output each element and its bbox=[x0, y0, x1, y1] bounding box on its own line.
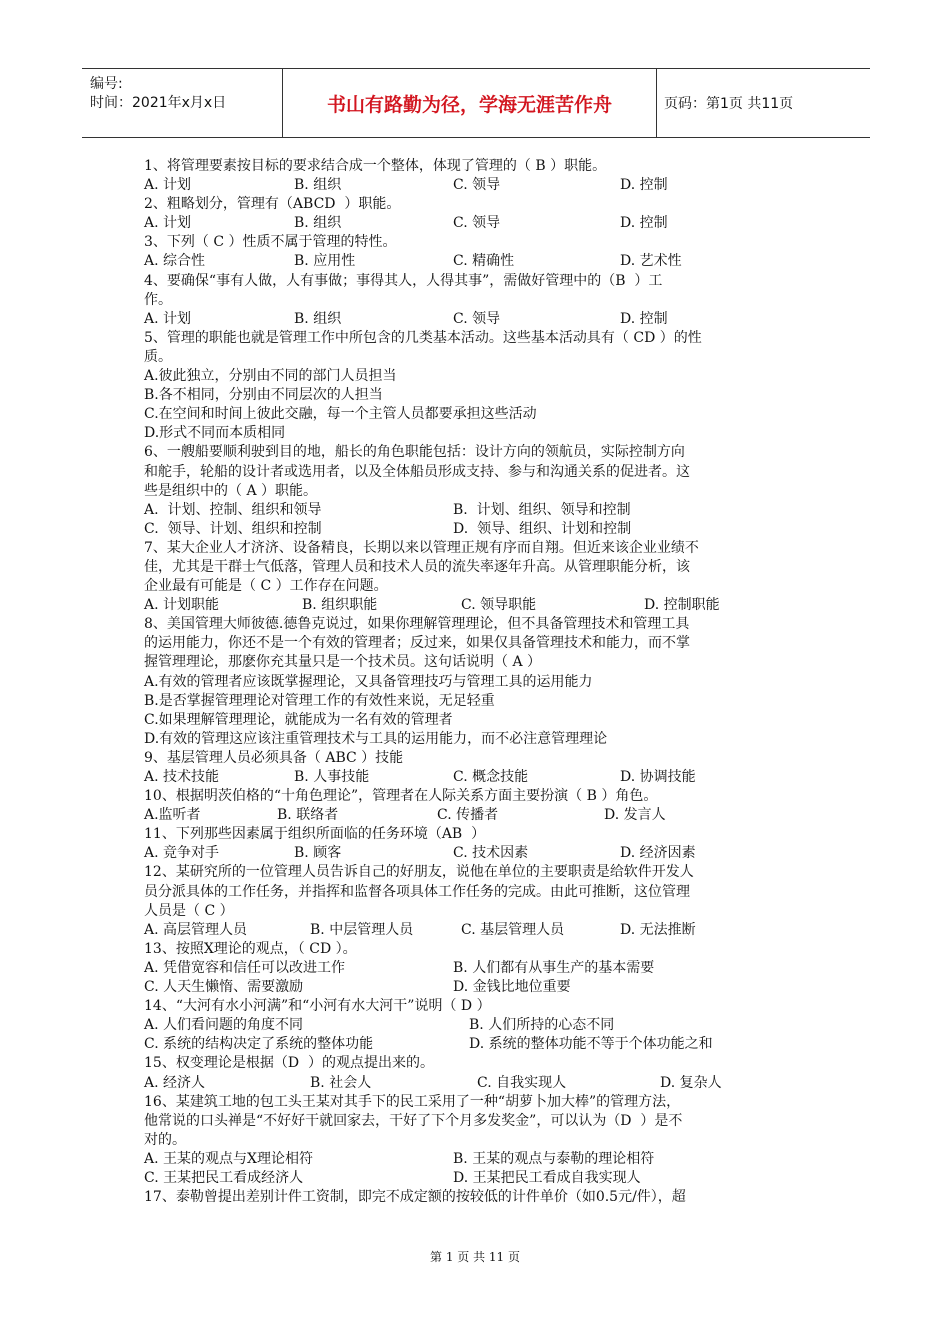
question-text-line: B.是否掌握管理理论对管理工作的有效性来说，无足轻重 bbox=[144, 692, 495, 709]
question-text-line: 对的。 bbox=[144, 1131, 186, 1148]
options-row bbox=[144, 1035, 808, 1054]
option-c: C. 领导 bbox=[453, 310, 501, 327]
header-page-info: 页码：第1页 共11页 bbox=[664, 96, 794, 112]
question-stem: 5、管理的职能也就是管理工作中所包含的几类基本活动。这些基本活动具有（ CD ）的性 bbox=[144, 329, 702, 346]
question-text-line: 握管理理论，那麽你充其量只是一个技术员。这句话说明（ A ） bbox=[144, 654, 542, 671]
option-c: C. 传播者 bbox=[437, 807, 499, 824]
option-a: A. 竞争对手 bbox=[144, 845, 220, 862]
options-row bbox=[144, 1150, 808, 1169]
options-row bbox=[144, 520, 808, 539]
options-row bbox=[144, 176, 808, 195]
question-stem: 17、泰勒曾提出差别计件工资制，即完不成定额的按较低的计件单价（如0.5元/件），超 bbox=[144, 1189, 686, 1206]
question-text-line: 质。 bbox=[144, 348, 172, 365]
option-c: C. 领导 bbox=[453, 177, 501, 194]
question-stem: 3、下列（ C ）性质不属于管理的特性。 bbox=[144, 234, 397, 251]
option-b: B. 组织职能 bbox=[302, 597, 378, 614]
option-b: B. 人事技能 bbox=[294, 769, 370, 785]
question-stem: 9、基层管理人员必须具备（ ABC ）技能 bbox=[144, 749, 404, 766]
option-d: D. 控制 bbox=[620, 215, 668, 232]
option-d: D. 艺术性 bbox=[620, 253, 682, 270]
option-b: B. 人们都有从事生产的基本需要 bbox=[453, 959, 655, 976]
option-d: D. 发言人 bbox=[604, 807, 666, 824]
question-text-line: D.有效的管理这应该注重管理技术与工具的运用能力，而不必注意管理理论 bbox=[144, 730, 608, 747]
option-d: D. 经济因素 bbox=[620, 845, 696, 862]
option-c: C. 概念技能 bbox=[453, 769, 529, 785]
options-row bbox=[144, 768, 808, 787]
option-d: D. 无法推断 bbox=[620, 921, 696, 938]
question-list bbox=[144, 157, 808, 1207]
question-text-line: 企业最有可能是（ C ）工作存在问题。 bbox=[144, 578, 388, 595]
question-text-line: 佳，尤其是干群士气低落，管理人员和技术人员的流失率逐年升高。从管理职能分析，该 bbox=[144, 558, 690, 575]
option-c: C. 技术因素 bbox=[453, 845, 529, 862]
option-a: A. 计划 bbox=[144, 177, 192, 194]
question-text-line: 员分派具体的工作任务，并指挥和监督各项具体工作任务的完成。由此可推断，这位管理 bbox=[144, 883, 690, 900]
option-b: B. 顾客 bbox=[294, 845, 342, 862]
question-stem: 6、一艘船要顺利驶到目的地，船长的角色职能包括：设计方向的领航员，实际控制方向 bbox=[144, 444, 685, 461]
option-b: D. 领导、组织、计划和控制 bbox=[453, 520, 632, 537]
option-a: C. 王某把民工看成经济人 bbox=[144, 1169, 304, 1186]
option-b: D. 金钱比地位重要 bbox=[453, 979, 571, 996]
question-text-line: 和舵手，轮船的设计者或选用者，以及全体船员形成支持、参与和沟通关系的促进者。这 bbox=[144, 463, 690, 480]
option-c: C. 领导 bbox=[453, 215, 501, 232]
question-text-line: 他常说的口头禅是“不好好干就回家去，干好了下个月多发奖金”，可以认为（D ）是不 bbox=[144, 1112, 683, 1129]
option-b: B. 王某的观点与泰勒的理论相符 bbox=[453, 1150, 655, 1167]
option-a: A. 综合性 bbox=[144, 253, 206, 270]
option-b: B. 应用性 bbox=[294, 253, 356, 270]
options-row bbox=[144, 844, 808, 863]
options-row bbox=[144, 310, 808, 329]
question-text-line: C.如果理解管理理论，就能成为一名有效的管理者 bbox=[144, 711, 453, 728]
options-row bbox=[144, 1016, 808, 1035]
option-a: A.监听者 bbox=[144, 807, 201, 824]
option-a: A. 计划 bbox=[144, 310, 192, 327]
option-b: B. 组织 bbox=[294, 177, 342, 194]
option-a: A. 人们看问题的角度不同 bbox=[144, 1017, 304, 1034]
question-stem: 13、按照X理论的观点，（ CD ）。 bbox=[144, 940, 357, 957]
question-text-line: 些是组织中的（ A ）职能。 bbox=[144, 482, 318, 499]
options-row bbox=[144, 978, 808, 997]
question-text-line: 的运用能力，你还不是一个有效的管理者；反过来，如果仅具备管理技术和能力，而不掌 bbox=[144, 635, 690, 652]
option-b: B. 中层管理人员 bbox=[310, 921, 414, 938]
page-footer: 第 1 页 共 11 页 bbox=[430, 1250, 520, 1264]
page-header bbox=[82, 68, 870, 138]
question-text-line: 人员是（ C ） bbox=[144, 902, 234, 919]
number-label: 编号: bbox=[90, 76, 123, 92]
header-motto: 书山有路勤为径，学海无涯苦作舟 bbox=[283, 69, 657, 137]
option-d: D. 协调技能 bbox=[620, 769, 696, 785]
option-b: B. 人们所持的心态不同 bbox=[469, 1017, 615, 1034]
question-text-line: 作。 bbox=[144, 291, 172, 308]
option-a: C. 人天生懒惰、需要激励 bbox=[144, 979, 304, 996]
question-text-line: B.各不相同，分别由不同层次的人担当 bbox=[144, 387, 383, 404]
option-d: D. 控制 bbox=[620, 310, 668, 327]
question-stem: 1、将管理要素按目标的要求结合成一个整体，体现了管理的（ B ）职能。 bbox=[144, 158, 607, 174]
option-c: C. 领导职能 bbox=[461, 597, 537, 614]
option-b: B. 组织 bbox=[294, 310, 342, 327]
option-c: C. 精确性 bbox=[453, 253, 515, 270]
options-row bbox=[144, 1074, 808, 1093]
option-b: D. 系统的整体功能不等于个体功能之和 bbox=[469, 1036, 713, 1053]
option-a: A. 凭借宽容和信任可以改进工作 bbox=[144, 959, 346, 976]
question-text-line: A.有效的管理者应该既掌握理论，又具备管理技巧与管理工具的运用能力 bbox=[144, 673, 593, 690]
options-row bbox=[144, 252, 808, 271]
option-b: B. 联络者 bbox=[277, 807, 339, 824]
question-stem: 8、美国管理大师彼德.德鲁克说过，如果你理解管理理论，但不具备管理技术和管理工具 bbox=[144, 616, 690, 633]
option-a: A. 计划、控制、组织和领导 bbox=[144, 501, 322, 518]
time-label: 时间：2021年x月x日 bbox=[90, 95, 227, 111]
options-row bbox=[144, 1169, 808, 1188]
question-text-line: A.彼此独立，分别由不同的部门人员担当 bbox=[144, 368, 397, 385]
question-stem: 2、粗略划分，管理有（ABCD ）职能。 bbox=[144, 196, 401, 213]
option-c: C. 基层管理人员 bbox=[461, 921, 565, 938]
option-a: C. 系统的结构决定了系统的整体功能 bbox=[144, 1036, 374, 1053]
question-stem: 10、根据明茨伯格的“十角色理论”，管理者在人际关系方面主要扮演（ B ）角色。 bbox=[144, 788, 658, 805]
option-d: D. 控制 bbox=[620, 177, 668, 194]
question-stem: 15、权变理论是根据（D ）的观点提出来的。 bbox=[144, 1055, 434, 1072]
options-row bbox=[144, 501, 808, 520]
option-b: D. 王某把民工看成自我实现人 bbox=[453, 1169, 641, 1186]
option-d: D. 复杂人 bbox=[660, 1074, 722, 1091]
options-row bbox=[144, 921, 808, 940]
option-b: B. 社会人 bbox=[310, 1074, 372, 1091]
options-row bbox=[144, 959, 808, 978]
header-info-cell bbox=[82, 69, 283, 137]
options-row bbox=[144, 806, 808, 825]
options-row bbox=[144, 214, 808, 233]
question-stem: 4、要确保“事有人做，人有事做；事得其人，人得其事”，需做好管理中的（B ）工 bbox=[144, 272, 663, 289]
option-a: A. 高层管理人员 bbox=[144, 921, 248, 938]
option-a: A. 王某的观点与X理论相符 bbox=[144, 1150, 313, 1167]
question-text-line: C.在空间和时间上彼此交融，每一个主管人员都要承担这些活动 bbox=[144, 406, 537, 423]
option-b: B. 计划、组织、领导和控制 bbox=[453, 501, 631, 518]
option-a: C. 领导、计划、组织和控制 bbox=[144, 520, 322, 537]
question-stem: 14、“大河有水小河满”和“小河有水大河干”说明（ D ） bbox=[144, 998, 491, 1015]
option-a: A. 计划 bbox=[144, 215, 192, 232]
question-stem: 11、下列那些因素属于组织所面临的任务环境（AB ） bbox=[144, 826, 486, 843]
option-c: C. 自我实现人 bbox=[477, 1074, 567, 1091]
question-stem: 16、某建筑工地的包工头王某对其手下的民工采用了一种“胡萝卜加大棒”的管理方法， bbox=[144, 1093, 681, 1110]
option-a: A. 计划职能 bbox=[144, 597, 220, 614]
option-a: A. 经济人 bbox=[144, 1074, 206, 1091]
question-stem: 7、某大企业人才济济、设备精良，长期以来以管理正规有序而自翔。但近来该企业业绩不 bbox=[144, 539, 699, 556]
question-text-line: D.形式不同而本质相同 bbox=[144, 425, 286, 442]
question-stem: 12、某研究所的一位管理人员告诉自己的好朋友，说他在单位的主要职责是给软件开发人 bbox=[144, 864, 694, 881]
option-b: B. 组织 bbox=[294, 215, 342, 232]
options-row bbox=[144, 596, 808, 615]
option-d: D. 控制职能 bbox=[644, 597, 720, 614]
option-a: A. 技术技能 bbox=[144, 769, 220, 785]
